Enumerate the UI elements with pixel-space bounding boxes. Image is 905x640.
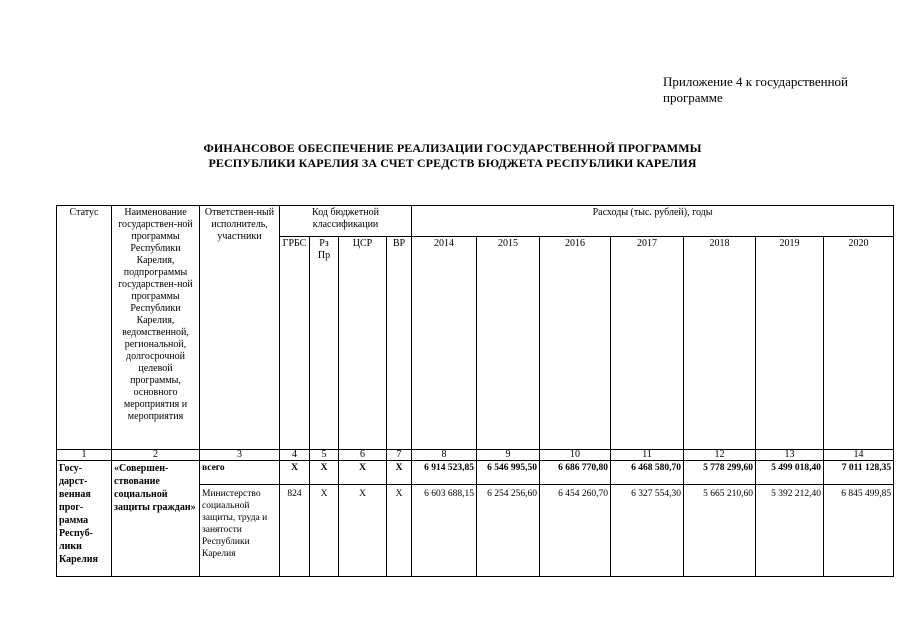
amount-2015-cell: 6 254 256,60 (477, 485, 540, 577)
status-cell: Госу-дарст-венная прог-рамма Респуб-лики Карелия (57, 461, 112, 577)
col-number: 7 (387, 450, 412, 461)
header-year-2014: 2014 (412, 237, 477, 450)
amount-2016-cell: 6 686 770,80 (540, 461, 611, 485)
header-year-2019: 2019 (756, 237, 824, 450)
header-responsible: Ответствен-ный исполнитель, участники (200, 206, 280, 450)
col-number: 1 (57, 450, 112, 461)
amount-2018-cell: 5 778 299,60 (684, 461, 756, 485)
col-number: 13 (756, 450, 824, 461)
amount-2016-cell: 6 454 260,70 (540, 485, 611, 577)
column-number-row (57, 450, 894, 461)
amount-2017-cell: 6 468 580,70 (611, 461, 684, 485)
header-row-1 (57, 206, 894, 237)
header-grbs: ГРБС (280, 237, 310, 450)
rzpr-cell: Х (310, 485, 339, 577)
csr-cell: Х (339, 485, 387, 577)
col-number: 10 (540, 450, 611, 461)
header-vr: ВР (387, 237, 412, 450)
col-number: 11 (611, 450, 684, 461)
program-name-cell: «Совершен-ствование социальной защиты граждан» (112, 461, 200, 577)
appendix-line-1: Приложение 4 к государственной (663, 74, 848, 89)
vr-cell: Х (387, 461, 412, 485)
header-year-2015: 2015 (477, 237, 540, 450)
col-number: 5 (310, 450, 339, 461)
col-number: 6 (339, 450, 387, 461)
amount-2019-cell: 5 392 212,40 (756, 485, 824, 577)
document-title (0, 141, 905, 171)
amount-2020-cell: 7 011 128,35 (824, 461, 894, 485)
col-number: 12 (684, 450, 756, 461)
title-line-2: РЕСПУБЛИКИ КАРЕЛИЯ ЗА СЧЕТ СРЕДСТВ БЮДЖЕТА РЕСПУБЛИКИ КАРЕЛИЯ (208, 156, 697, 170)
amount-2014-cell: 6 914 523,85 (412, 461, 477, 485)
csr-cell: Х (339, 461, 387, 485)
header-year-2016: 2016 (540, 237, 611, 450)
table-row-total (57, 461, 894, 485)
amount-2014-cell: 6 603 688,15 (412, 485, 477, 577)
header-year-2018: 2018 (684, 237, 756, 450)
header-rzpr: Рз Пр (310, 237, 339, 450)
col-number: 8 (412, 450, 477, 461)
header-year-2017: 2017 (611, 237, 684, 450)
appendix-line-2: программе (663, 90, 723, 105)
financing-table (56, 205, 894, 577)
vr-cell: Х (387, 485, 412, 577)
amount-2017-cell: 6 327 554,30 (611, 485, 684, 577)
responsible-cell: всего (200, 461, 280, 485)
responsible-cell: Министерство социальной защиты, труда и занятости Республики Карелия (200, 485, 280, 577)
header-budget-code: Код бюджетной классификации (280, 206, 412, 237)
header-year-2020: 2020 (824, 237, 894, 450)
header-name: Наименование государствен-ной программы Республики Карелия, подпрограммы государствен-ной программы Республики Карелия, ведомственной, региональной, долгосрочной целевой программы, основного мероприятия и мероприятия (112, 206, 200, 450)
col-number: 2 (112, 450, 200, 461)
header-csr: ЦСР (339, 237, 387, 450)
amount-2015-cell: 6 546 995,50 (477, 461, 540, 485)
amount-2019-cell: 5 499 018,40 (756, 461, 824, 485)
col-number: 9 (477, 450, 540, 461)
title-line-1: ФИНАНСОВОЕ ОБЕСПЕЧЕНИЕ РЕАЛИЗАЦИИ ГОСУДАРСТВЕННОЙ ПРОГРАММЫ (203, 141, 702, 155)
grbs-cell: Х (280, 461, 310, 485)
header-status: Статус (57, 206, 112, 450)
col-number: 4 (280, 450, 310, 461)
col-number: 14 (824, 450, 894, 461)
amount-2020-cell: 6 845 499,85 (824, 485, 894, 577)
header-expenses: Расходы (тыс. рублей), годы (412, 206, 894, 237)
amount-2018-cell: 5 665 210,60 (684, 485, 756, 577)
col-number: 3 (200, 450, 280, 461)
appendix-note (663, 74, 893, 106)
rzpr-cell: Х (310, 461, 339, 485)
grbs-cell: 824 (280, 485, 310, 577)
